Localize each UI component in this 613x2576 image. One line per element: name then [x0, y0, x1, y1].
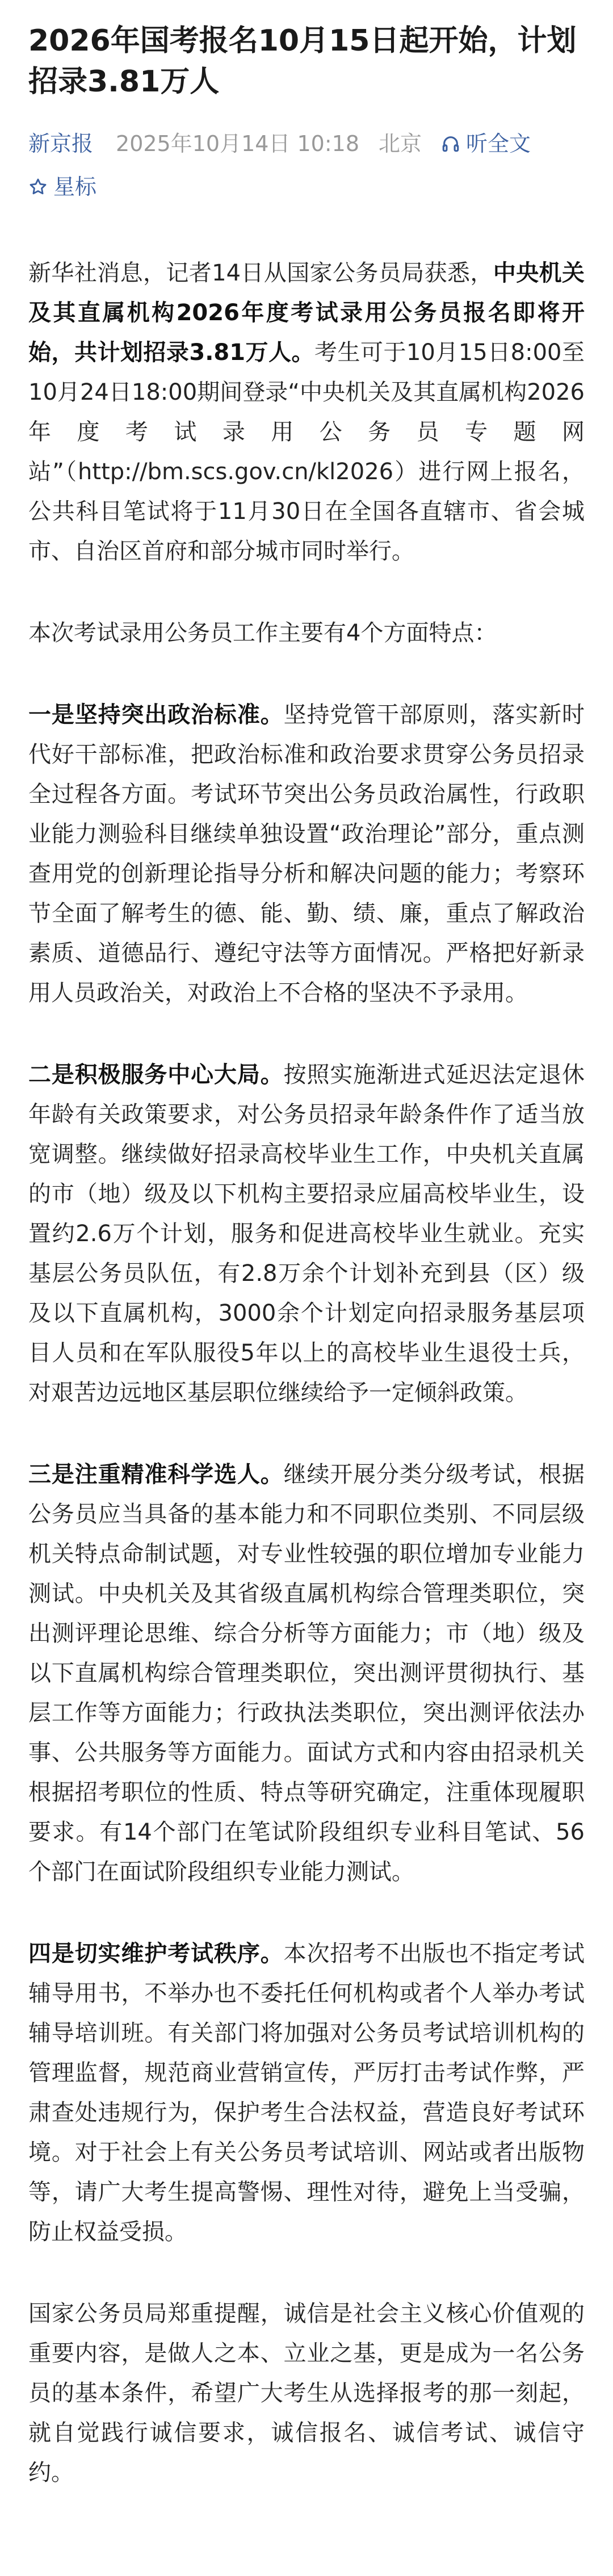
paragraph-lead: 一是坚持突出政治标准。	[28, 702, 284, 728]
paragraph-text: 本次考试录用公务员工作主要有4个方面特点：	[28, 620, 497, 646]
paragraph-text: 继续开展分类分级考试，根据公务员应当具备的基本能力和不同职位类别、不同层级机关特点命制试题，对专业性较强的职位增加专业能力测试。中央机关及其省级直属机构综合管理类职位，突出测评理论思维、综合分析等方面能力；市（地）级及以下直属机构综合管理类职位，突出测评贯彻执行、基层工作等方面能力；行政执法类职位，突出测评依法办事、公共服务等方面能力。面试方式和内容由招录机关根据招考职位的性质、特点等研究确定，注重体现履职要求。有14个部门在笔试阶段组织专业科目笔试、56个部门在面试阶段组织专业能力测试。	[28, 1461, 585, 1885]
listen-label: 听全文	[466, 131, 531, 156]
paragraph-text: 新华社消息，记者14日从国家公务员局获悉，	[28, 260, 493, 286]
paragraph	[28, 1934, 585, 2252]
article-body	[28, 253, 585, 2493]
star-label: 星标	[53, 174, 97, 199]
star-outline-icon	[28, 177, 48, 196]
article-meta	[28, 129, 585, 158]
paragraph	[28, 253, 585, 571]
source-link[interactable]: 新京报	[28, 131, 94, 156]
listen-button[interactable]	[441, 129, 531, 158]
paragraph	[28, 613, 585, 653]
paragraph-text: 本次招考不出版也不指定考试辅导用书，不举办也不委托任何机构或者个人举办考试辅导培训班。有关部门将加强对公务员考试培训机构的管理监督，规范商业营销宣传，严厉打击考试作弊，严肃查处违规行为，保护考生合法权益，营造良好考试环境。对于社会上有关公务员考试培训、网站或者出版物等，请广大考生提高警惕、理性对待，避免上当受骗，防止权益受损。	[28, 1941, 585, 2245]
paragraph-lead: 四是切实维护考试秩序。	[28, 1941, 284, 1967]
paragraph	[28, 1455, 585, 1892]
paragraph	[28, 2294, 585, 2493]
paragraph-lead: 二是积极服务中心大局。	[28, 1062, 284, 1088]
paragraph-text: 国家公务员局郑重提醒，诚信是社会主义核心价值观的重要内容，是做人之本、立业之基，更是成为一名公务员的基本条件，希望广大考生从选择报考的那一刻起，就自觉践行诚信要求，诚信报名、诚信考试、诚信守约。	[28, 2301, 585, 2486]
paragraph	[28, 1055, 585, 1413]
paragraph-lead: 三是注重精准科学选人。	[28, 1461, 284, 1488]
paragraph-text: 坚持党管干部原则，落实新时代好干部标准，把政治标准和政治要求贯穿公务员招录全过程各方面。考试环节突出公务员政治属性，行政职业能力测验科目继续单独设置“政治理论”部分，重点测查用党的创新理论指导分析和解决问题的能力；考察环节全面了解考生的德、能、勤、绩、廉，重点了解政治素质、道德品行、遵纪守法等方面情况。严格把好新录用人员政治关，对政治上不合格的坚决不予录用。	[28, 702, 585, 1006]
star-button[interactable]	[28, 173, 585, 201]
article-title: 2026年国考报名10月15日起开始，计划招录3.81万人	[28, 24, 577, 99]
paragraph-bold: 中央机关及其直属机构2026年度考试录用公务员报名即将开始，共计划招录3.81万人。	[28, 260, 585, 366]
paragraph-text: 考生可于10月15日8:00至10月24日18:00期间登录“中央机关及其直属机构2026年度考试录用公务员专题网站”（http://bm.scs.gov.cn/kl2026）进行网上报名，公共科目笔试将于11月30日在全国各直辖市、省会城市、自治区首府和部分城市同时举行。	[28, 340, 585, 564]
paragraph	[28, 695, 585, 1013]
publish-location: 北京	[379, 131, 422, 156]
publish-datetime: 2025年10月14日 10:18	[116, 131, 360, 156]
paragraph-text: 按照实施渐进式延迟法定退休年龄有关政策要求，对公务员招录年龄条件作了适当放宽调整。继续做好招录高校毕业生工作，中央机关直属的市（地）级及以下机构主要招录应届高校毕业生，设置约2.6万个计划，服务和促进高校毕业生就业。充实基层公务员队伍，有2.8万余个计划补充到县（区）级及以下直属机构，3000余个计划定向招录服务基层项目人员和在军队服役5年以上的高校毕业生退役士兵，对艰苦边远地区基层职位继续给予一定倾斜政策。	[28, 1062, 585, 1406]
headphones-icon	[441, 134, 460, 153]
